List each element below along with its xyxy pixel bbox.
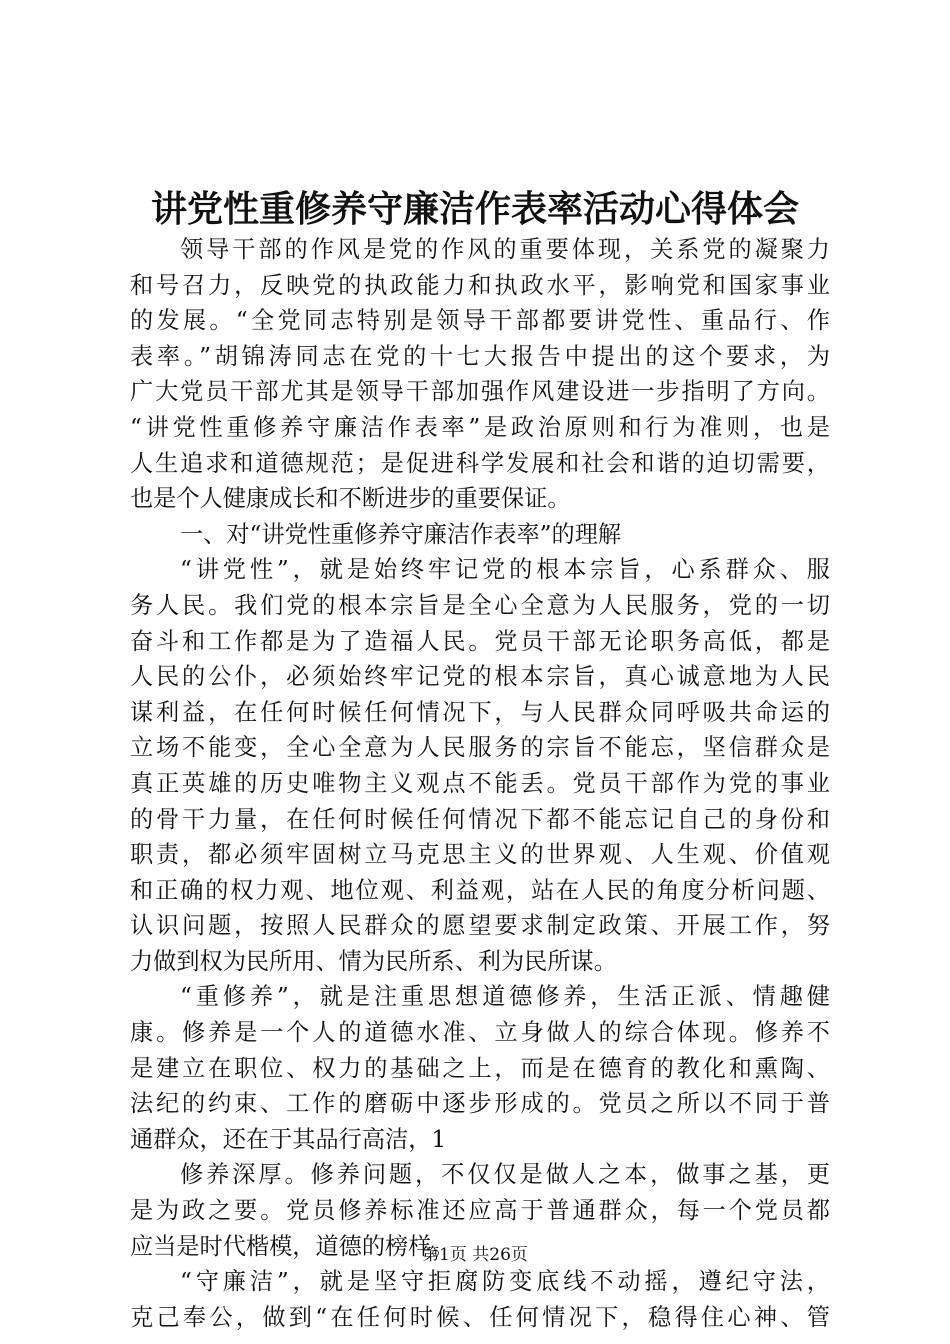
paragraph-line: 也是个人健康成长和不断进步的重要保证。 (130, 485, 571, 513)
paragraph-line: 奋斗和工作都是为了造福人民。党员干部无论职务高低，都是 (130, 627, 830, 655)
paragraph-line: 谋利益，在任何时候任何情况下，与人民群众同呼吸共命运的 (130, 698, 830, 726)
document-title: 讲党性重修养守廉洁作表率活动心得体会 (150, 188, 799, 230)
paragraph-line: “讲党性重修养守廉洁作表率”是政治原则和行为准则，也是 (130, 413, 830, 441)
paragraph-line: 是为政之要。党员修养标准还应高于普通群众，每一个党员都 (130, 1197, 830, 1225)
paragraph-line: 真正英雄的历史唯物主义观点不能丢。党员干部作为党的事业 (130, 769, 830, 797)
paragraph-line: 应当是时代楷模，道德的榜样。 (130, 1232, 455, 1260)
paragraph-line: 职责，都必须牢固树立马克思主义的世界观、人生观、价值观 (130, 841, 830, 869)
page-number-footer: 第1页 共26页 (422, 1245, 528, 1265)
paragraph-line: 人生追求和道德规范；是促进科学发展和社会和谐的迫切需要， (130, 449, 830, 477)
paragraph-line: 康。修养是一个人的道德水准、立身做人的综合体现。修养不 (130, 1019, 830, 1047)
paragraph-line: “守廉洁”，就是坚守拒腐防变底线不动摇，遵纪守法， (180, 1268, 830, 1296)
paragraph-line: 修养深厚。修养问题，不仅仅是做人之本，做事之基，更 (180, 1161, 830, 1189)
paragraph-line: 和正确的权力观、地位观、利益观，站在人民的角度分析问题、 (130, 876, 830, 904)
paragraph-line: 立场不能变，全心全意为人民服务的宗旨不能忘，坚信群众是 (130, 734, 830, 762)
paragraph-line: 人民的公仆，必须始终牢记党的根本宗旨，真心诚意地为人民 (130, 663, 830, 691)
paragraph-line: 的骨干力量，在任何时候任何情况下都不能忘记自己的身份和 (130, 805, 830, 833)
paragraph-line: “重修养”，就是注重思想道德修养，生活正派、情趣健 (180, 983, 830, 1011)
paragraph-line: 和号召力，反映党的执政能力和执政水平，影响党和国家事业 (130, 271, 830, 299)
paragraph-line: 克己奉公，做到“在任何时候、任何情况下，稳得住心神、管 (130, 1303, 830, 1331)
document-body (130, 232, 830, 1335)
paragraph-line: 是建立在职位、权力的基础之上，而是在德育的教化和熏陶、 (130, 1054, 830, 1082)
paragraph-line: 认识问题，按照人民群众的愿望要求制定政策、开展工作，努 (130, 912, 830, 940)
paragraph-line: 的发展。“全党同志特别是领导干部都要讲党性、重品行、作 (130, 307, 830, 335)
paragraph-line: 广大党员干部尤其是领导干部加强作风建设进一步指明了方向。 (130, 378, 830, 406)
paragraph-line: 通群众，还在于其品行高洁，1 (130, 1125, 447, 1153)
paragraph-line: 法纪的约束、工作的磨砺中逐步形成的。党员之所以不同于普 (130, 1090, 830, 1118)
section-heading: 一、对“讲党性重修养守廉洁作表率”的理解 (180, 520, 622, 548)
paragraph-line: 表率。”胡锦涛同志在党的十七大报告中提出的这个要求，为 (130, 342, 830, 370)
paragraph-line: 领导干部的作风是党的作风的重要体现，关系党的凝聚力 (180, 236, 830, 263)
paragraph-line: 务人民。我们党的根本宗旨是全心全意为人民服务，党的一切 (130, 591, 830, 619)
paragraph-line: 力做到权为民所用、情为民所系、利为民所谋。 (130, 947, 617, 975)
paragraph-line: “讲党性”，就是始终牢记党的根本宗旨，心系群众、服 (180, 556, 830, 584)
